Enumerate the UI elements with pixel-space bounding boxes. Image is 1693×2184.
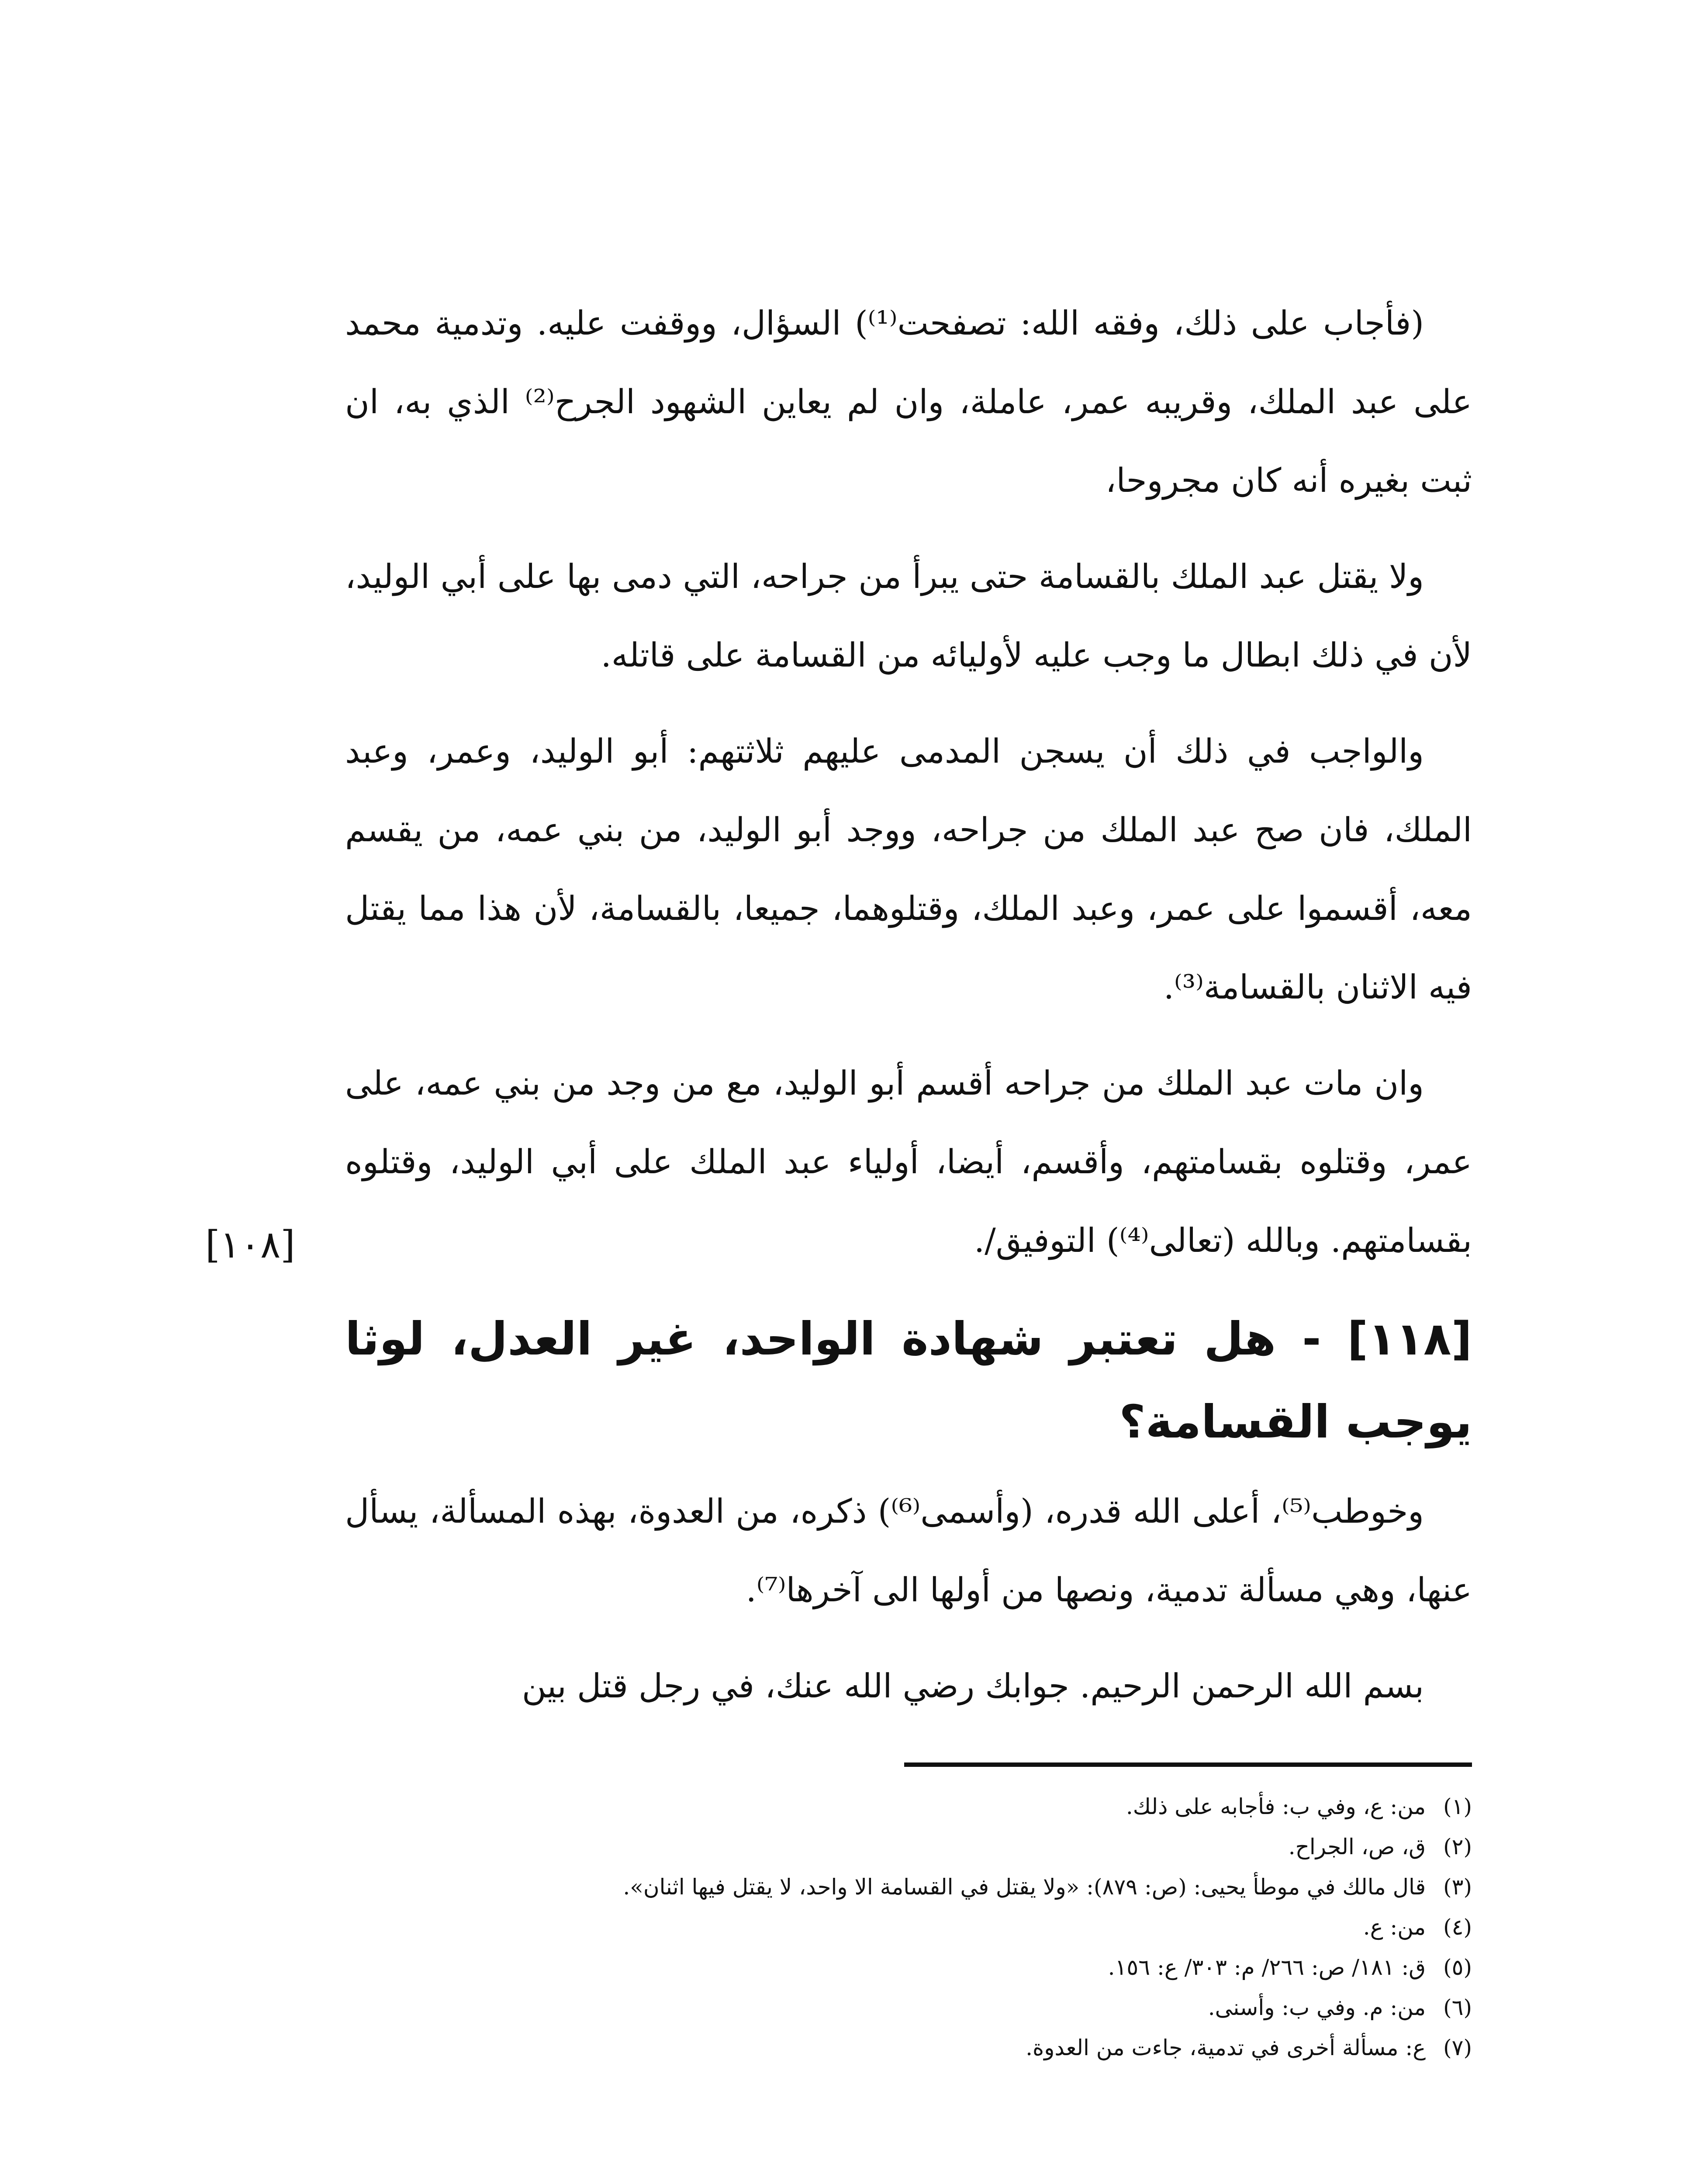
- footnote-text: ع: مسألة أخرى في تدمية، جاءت من العدوة.: [1026, 2035, 1426, 2060]
- section-heading: [١١٨] - هل تعتبر شهادة الواحد، غير العدل، لوثا يوجب القسامة؟: [345, 1312, 1472, 1448]
- footnotes: [384, 1787, 1472, 2068]
- footnote-text: قال مالك في موطأ يحيى: (ص: ٨٧٩): «ولا يقتل في القسامة الا واحد، لا يقتل فيها اثنان».: [623, 1874, 1426, 1900]
- footnote-number: (٢): [1443, 1834, 1472, 1859]
- footnote-number: (١): [1443, 1794, 1472, 1819]
- footnote-number: (٣): [1443, 1874, 1472, 1900]
- footnote-number: (٥): [1443, 1955, 1472, 1980]
- footnote-separator: [904, 1762, 1472, 1767]
- footnote-number: (٧): [1443, 2035, 1472, 2060]
- paragraph: والواجب في ذلك أن يسجن المدمى عليهم ثلاثتهم: أبو الوليد، وعمر، وعبد الملك، فان صح عبد الملك من جراحه، ووجد أبو الوليد، من بني عمه، من يقسم معه، أقسموا على عمر، وعبد الملك، وقتلوهما، جميعا، بالقسامة، لأن هذا مما يقتل فيه الاثنان بالقسامة⁽³⁾.: [345, 732, 1472, 1006]
- margin-folio-marker: [١٠٨]: [205, 1223, 295, 1267]
- footnote: [384, 1907, 1472, 1947]
- footnote: [384, 1947, 1472, 1987]
- footnote-text: من: م. وفي ب: وأسنى.: [1208, 1995, 1426, 2020]
- footnote-text: من: ع.: [1363, 1914, 1426, 1940]
- footnote: [384, 1787, 1472, 1827]
- paragraph: ولا يقتل عبد الملك بالقسامة حتى يبرأ من جراحه، التي دمى بها على أبي الوليد، لأن في ذلك ابطال ما وجب عليه لأوليائه من القسامة على قاتله.: [345, 557, 1472, 674]
- footnote: [384, 1987, 1472, 2028]
- footnote-number: (٤): [1443, 1914, 1472, 1940]
- paragraph: بسم الله الرحمن الرحيم. جوابك رضي الله عنك، في رجل قتل بين: [522, 1666, 1424, 1705]
- footnote-text: من: ع، وفي ب: فأجابه على ذلك.: [1126, 1794, 1426, 1819]
- footnote: [384, 1867, 1472, 1907]
- footnote: [384, 1827, 1472, 1867]
- footnote: [384, 2028, 1472, 2068]
- paragraph: وخوطب⁽⁵⁾، أعلى الله قدره، (وأسمى⁽⁶⁾) ذكره، من العدوة، بهذه المسألة، يسأل عنها، وهي مسألة تدمية، ونصها من أولها الى آخرها⁽⁷⁾.: [345, 1492, 1472, 1609]
- paragraph: (فأجاب على ذلك، وفقه الله: تصفحت⁽¹⁾) السؤال، ووقفت عليه. وتدمية محمد على عبد الملك، وقريبه عمر، عاملة، وان لم يعاين الشهود الجرح⁽²⁾ الذي به، ان ثبت بغيره أنه كان مجروحا،: [345, 304, 1472, 500]
- footnote-text: ق: ١٨١/ ص: ٢٦٦/ م: ٣٠٣/ ع: ١٥٦.: [1108, 1955, 1426, 1980]
- footnote-text: ق، ص، الجراح.: [1288, 1834, 1426, 1859]
- paragraph: وان مات عبد الملك من جراحه أقسم أبو الوليد، مع من وجد من بني عمه، على عمر، وقتلوه بقسامتهم، وأقسم، أيضا، أولياء عبد الملك على أبي الوليد، وقتلوه بقسامتهم. وبالله (تعالى⁽⁴⁾) التوفيق/.: [345, 1064, 1472, 1260]
- footnote-number: (٦): [1443, 1995, 1472, 2020]
- main-text: [345, 284, 1472, 1743]
